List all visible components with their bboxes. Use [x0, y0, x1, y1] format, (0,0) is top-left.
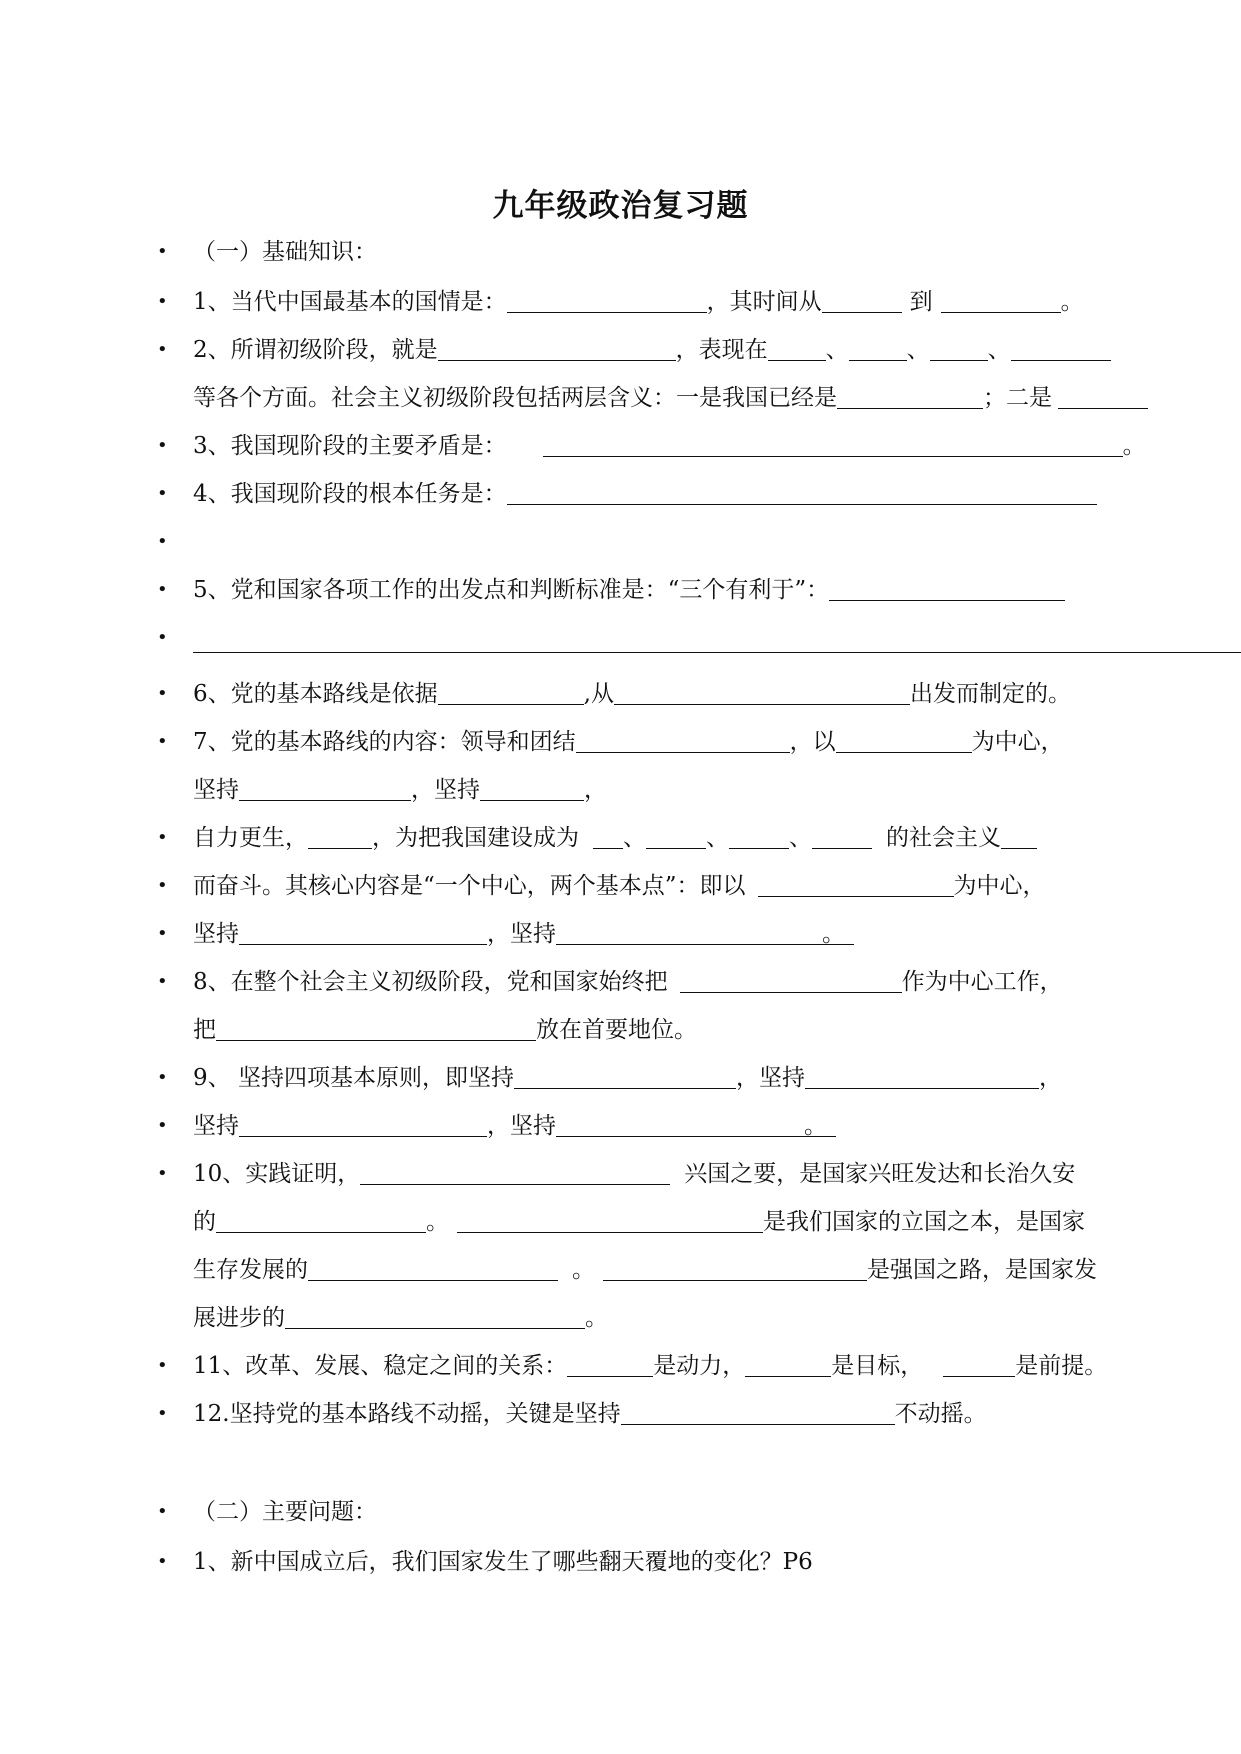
answer-blank[interactable] — [216, 1206, 426, 1233]
bullet: • — [157, 1355, 168, 1376]
bullet: • — [157, 435, 168, 456]
answer-blank-full-line[interactable] — [193, 652, 1241, 653]
answer-blank[interactable] — [614, 678, 910, 705]
answer-blank[interactable] — [930, 334, 988, 361]
q3-text: 。 — [1122, 433, 1146, 459]
answer-blank[interactable] — [507, 478, 1097, 505]
bullet: • — [157, 291, 168, 312]
separator: 、 — [987, 337, 1011, 363]
answer-blank[interactable] — [514, 1062, 736, 1089]
q9-text: 坚持 — [193, 1113, 239, 1139]
bullet: • — [157, 827, 168, 848]
answer-blank[interactable] — [822, 286, 902, 313]
q7-text: 。 — [822, 921, 845, 947]
q10-text: 。 — [585, 1305, 608, 1331]
q11-text: 是动力， — [653, 1353, 746, 1379]
question-2-line-2 — [193, 376, 1148, 420]
section-heading-text: （一）基础知识： — [193, 239, 377, 265]
q6-text: 出发而制定的。 — [909, 681, 1071, 707]
answer-blank[interactable] — [308, 822, 372, 849]
answer-blank[interactable] — [480, 774, 584, 801]
bullet: • — [157, 1501, 168, 1522]
q10-text: 的 — [193, 1209, 216, 1235]
answer-blank[interactable] — [621, 1398, 895, 1425]
question-4 — [193, 472, 1097, 516]
q10-text: 。 — [426, 1209, 449, 1235]
answer-blank[interactable] — [805, 1062, 1039, 1089]
question-10-line-2 — [193, 1200, 1085, 1244]
bullet: • — [157, 1067, 168, 1088]
q8-text: 8、在整个社会主义初级阶段，党和国家始终把 — [193, 969, 668, 995]
question-7-line-3 — [193, 816, 1037, 860]
question-10-line-4 — [193, 1296, 608, 1340]
question-10 — [193, 1152, 1075, 1196]
bullet: • — [157, 683, 168, 704]
q11-text: 11、改革、发展、稳定之间的关系： — [193, 1353, 568, 1379]
q7-text: ，以 — [789, 729, 836, 755]
q10-text: 是强国之路，是国家发 — [867, 1257, 1097, 1283]
page-title: 九年级政治复习题 — [492, 188, 749, 224]
question-3 — [193, 424, 1146, 468]
question-7-line-4 — [193, 864, 1046, 908]
answer-blank[interactable] — [239, 918, 487, 945]
q10-text: 是我们国家的立国之本，是国家 — [763, 1209, 1085, 1235]
answer-blank[interactable] — [837, 382, 983, 409]
question-8-line-2 — [193, 1008, 697, 1052]
q7-text: 自力更生， — [193, 825, 308, 851]
q10-text: 兴国之要，是国家兴旺发达和长治久安 — [684, 1161, 1076, 1187]
q12-text: 12.坚持党的基本路线不动摇，关键是坚持 — [193, 1401, 621, 1427]
q6-text: ,从 — [583, 681, 614, 707]
q7-text: 7、党的基本路线的内容：领导和团结 — [193, 729, 576, 755]
question-8 — [193, 960, 1063, 1004]
bullet: • — [157, 1551, 168, 1572]
answer-blank[interactable] — [812, 822, 872, 849]
q8-text: 把 — [193, 1017, 216, 1043]
q1-text: ，其时间从 — [706, 289, 822, 315]
question-12 — [193, 1392, 987, 1436]
q8-text: 作为中心工作， — [901, 969, 1063, 995]
bullet: • — [157, 923, 168, 944]
q11-text: 是目标， — [831, 1353, 924, 1379]
q1-text: 1、当代中国最基本的国情是： — [193, 289, 507, 315]
q7-text: 的社会主义 — [886, 825, 1001, 851]
bullet: • — [157, 241, 168, 262]
answer-blank[interactable] — [543, 430, 1123, 457]
answer-blank[interactable] — [768, 334, 826, 361]
bullet: • — [157, 1163, 168, 1184]
answer-blank[interactable] — [745, 1350, 831, 1377]
answer-blank[interactable] — [941, 286, 1061, 313]
q10-text: 展进步的 — [193, 1305, 285, 1331]
q1-text: 到 — [909, 289, 933, 315]
q12-text: 不动摇。 — [894, 1401, 987, 1427]
question-9 — [193, 1056, 1062, 1100]
bullet: • — [157, 339, 168, 360]
answer-blank[interactable] — [593, 822, 623, 849]
answer-blank[interactable] — [239, 774, 411, 801]
q7-text: 坚持 — [193, 921, 239, 947]
separator: 、 — [789, 825, 812, 851]
answer-blank[interactable] — [603, 1254, 867, 1281]
answer-blank[interactable] — [438, 334, 676, 361]
question-6 — [193, 672, 1071, 716]
q10-text: 生存发展的 — [193, 1257, 308, 1283]
problem-1 — [193, 1540, 813, 1584]
answer-blank[interactable] — [438, 678, 584, 705]
q7-text: 坚持 — [193, 777, 239, 803]
q9-text: 。 — [804, 1113, 827, 1139]
bullet: • — [157, 483, 168, 504]
bullet: • — [157, 1115, 168, 1136]
answer-blank[interactable] — [567, 1350, 653, 1377]
q2-text: 2、所谓初级阶段，就是 — [193, 337, 438, 363]
q7-text: ， — [584, 777, 607, 803]
q2-text: 等各个方面。社会主义初级阶段包括两层含义：一是我国已经是 — [193, 385, 837, 411]
answer-blank[interactable] — [576, 726, 790, 753]
q9-text: ，坚持 — [735, 1065, 805, 1091]
q7-text: ，坚持 — [487, 921, 556, 947]
answer-blank[interactable] — [556, 1110, 836, 1137]
section-heading-text: （二）主要问题： — [193, 1499, 377, 1525]
q9-text: ， — [1038, 1065, 1062, 1091]
section-heading-basic — [193, 230, 377, 274]
q9-text: ，坚持 — [487, 1113, 556, 1139]
q7-text: ，坚持 — [411, 777, 480, 803]
separator: 、 — [906, 337, 930, 363]
q6-text: 6、党的基本路线是依据 — [193, 681, 438, 707]
answer-blank[interactable] — [239, 1110, 487, 1137]
answer-blank[interactable] — [507, 286, 707, 313]
question-10-line-3 — [193, 1248, 1097, 1292]
q10-text: 10、实践证明， — [193, 1161, 361, 1187]
section-heading-main-questions — [193, 1490, 377, 1534]
q10-text: 。 — [572, 1257, 595, 1283]
q7-text: ，为把我国建设成为 — [372, 825, 579, 851]
answer-blank[interactable] — [758, 870, 954, 897]
answer-blank[interactable] — [680, 966, 902, 993]
separator: 、 — [706, 825, 729, 851]
separator: 、 — [623, 825, 646, 851]
q2-text: ，表现在 — [675, 337, 768, 363]
q9-text: 9、 坚持四项基本原则，即坚持 — [193, 1065, 514, 1091]
q11-text: 是前提。 — [1015, 1353, 1108, 1379]
bullet: • — [157, 875, 168, 896]
answer-blank[interactable] — [457, 1206, 763, 1233]
answer-blank[interactable] — [308, 1254, 558, 1281]
answer-blank[interactable] — [1011, 334, 1111, 361]
answer-blank[interactable] — [943, 1350, 1015, 1377]
answer-blank[interactable] — [836, 726, 972, 753]
bullet: • — [157, 579, 168, 600]
question-1 — [193, 280, 1084, 324]
question-7 — [193, 720, 1064, 764]
question-7-line-5 — [193, 912, 845, 956]
answer-blank[interactable] — [285, 1302, 585, 1329]
answer-blank[interactable] — [1001, 822, 1037, 849]
question-5 — [193, 568, 1065, 612]
answer-blank[interactable] — [1058, 382, 1148, 409]
answer-blank[interactable] — [729, 822, 789, 849]
bullet: • — [157, 627, 168, 648]
answer-blank[interactable] — [829, 574, 1065, 601]
q4-text: 4、我国现阶段的根本任务是： — [193, 481, 507, 507]
q2-text: ；二是 — [983, 385, 1052, 411]
q7-text: 而奋斗。其核心内容是“一个中心，两个基本点”：即以 — [193, 873, 746, 899]
q3-text: 3、我国现阶段的主要矛盾是： — [193, 433, 507, 459]
answer-blank[interactable] — [556, 918, 854, 945]
answer-blank[interactable] — [849, 334, 907, 361]
bullet: • — [157, 971, 168, 992]
separator: 、 — [825, 337, 849, 363]
question-7-line-2 — [193, 768, 607, 812]
q8-text: 放在首要地位。 — [536, 1017, 697, 1043]
question-2 — [193, 328, 1111, 372]
answer-blank[interactable] — [360, 1158, 670, 1185]
answer-blank[interactable] — [646, 822, 706, 849]
q7-text: 为中心， — [953, 873, 1046, 899]
question-11 — [193, 1344, 1107, 1388]
question-9-line-2 — [193, 1104, 827, 1148]
bullet: • — [157, 1403, 168, 1424]
q7-text: 为中心， — [971, 729, 1064, 755]
answer-blank[interactable] — [216, 1014, 536, 1041]
problem-1-text: 1、新中国成立后，我们国家发生了哪些翻天覆地的变化？P6 — [193, 1549, 813, 1575]
bullet: • — [157, 731, 168, 752]
q1-text: 。 — [1060, 289, 1084, 315]
q5-text: 5、党和国家各项工作的出发点和判断标准是：“三个有利于”： — [193, 577, 830, 603]
bullet: • — [157, 531, 168, 552]
